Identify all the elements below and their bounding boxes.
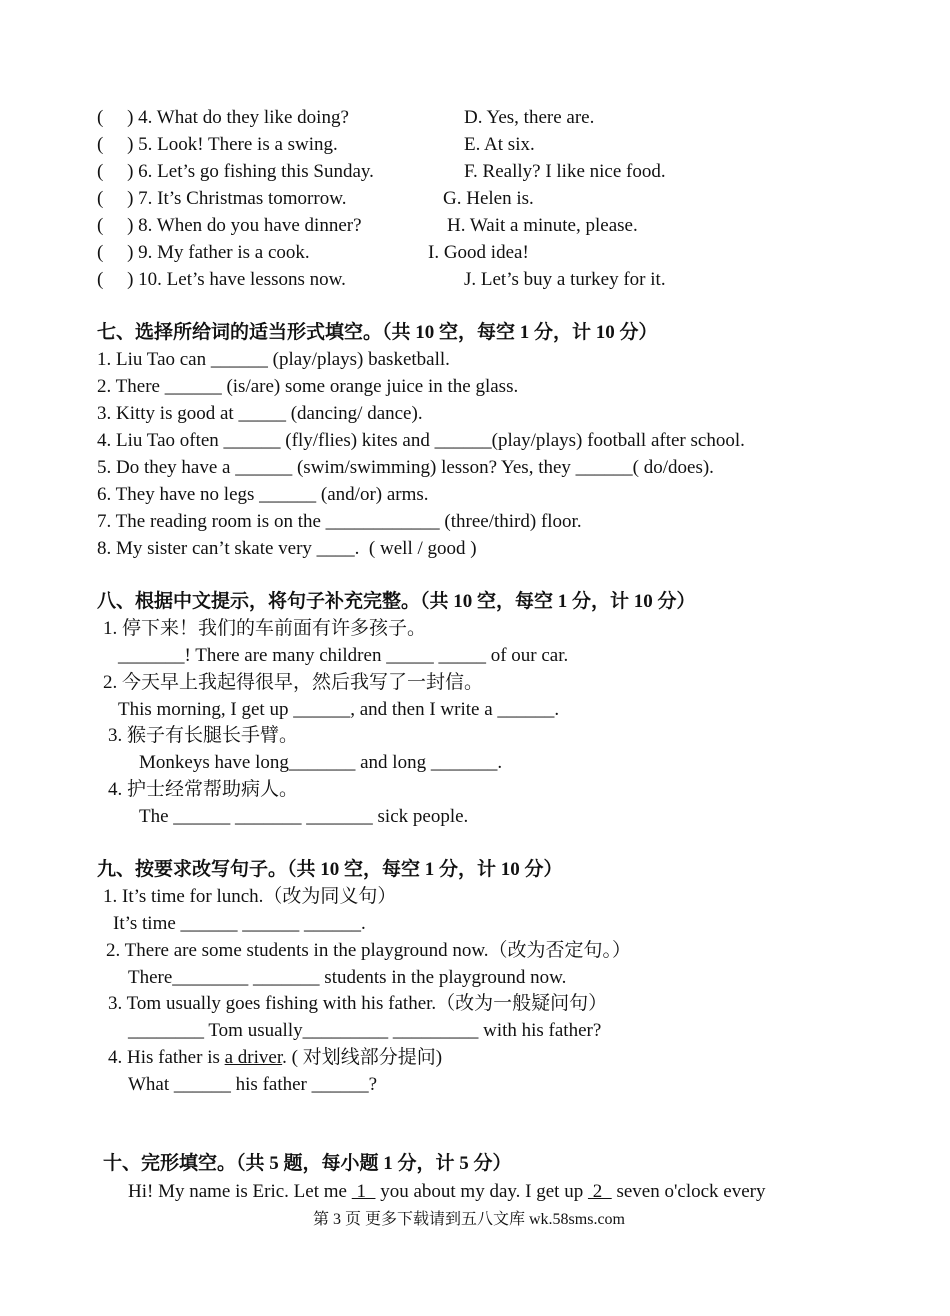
match-q9: ( ) 9. My father is a cook. (97, 242, 310, 263)
s9-line-6: ________ Tom usually_________ _________ with his father? (128, 1020, 602, 1041)
s8-line-5: 3. 猴子有长腿长手臂。 (108, 725, 299, 746)
s9-line-8: What ______ his father ______? (128, 1074, 378, 1095)
s7-line-4: 4. Liu Tao often ______ (fly/flies) kites and ______(play/plays) football after school. (97, 430, 745, 451)
s9-line-7 (108, 1046, 442, 1070)
section-8-heading: 八、根据中文提示，将句子补充完整。（共 10 空，每空 1 分，计 10 分） (97, 591, 696, 612)
s9-line-3: 2. There are some students in the playground now.（改为否定句。） (106, 940, 632, 961)
s10-text-b: you about my day. I get up (375, 1181, 588, 1202)
s8-line-4: This morning, I get up ______, and then I write a ______. (118, 699, 560, 720)
match-a-e: E. At six. (464, 134, 535, 155)
match-a-g: G. Helen is. (443, 188, 534, 209)
section-9-heading: 九、按要求改写句子。（共 10 空，每空 1 分，计 10 分） (97, 859, 563, 880)
s7-line-2: 2. There ______ (is/are) some orange juice in the glass. (97, 376, 519, 397)
match-a-h: H. Wait a minute, please. (447, 215, 638, 236)
s7-line-8: 8. My sister can’t skate very ____. ( well / good ) (97, 538, 477, 559)
s10-blank-1: 1 (351, 1181, 376, 1202)
match-a-i: I. Good idea! (428, 242, 529, 263)
s10-text-a: Hi! My name is Eric. Let me (128, 1181, 352, 1202)
s8-line-6: Monkeys have long_______ and long _______. (139, 752, 503, 773)
s8-line-8: The ______ _______ _______ sick people. (139, 806, 469, 827)
s10-passage-line (128, 1180, 765, 1204)
match-q6: ( ) 6. Let’s go fishing this Sunday. (97, 161, 374, 182)
s7-line-6: 6. They have no legs ______ (and/or) arms. (97, 484, 429, 505)
s9-q4-suffix: . ( 对划线部分提问) (282, 1047, 443, 1068)
match-q5: ( ) 5. Look! There is a swing. (97, 134, 338, 155)
match-a-j: J. Let’s buy a turkey for it. (464, 269, 666, 290)
s7-line-1: 1. Liu Tao can ______ (play/plays) basketball. (97, 349, 450, 370)
section-7-heading: 七、选择所给词的适当形式填空。（共 10 空，每空 1 分，计 10 分） (97, 322, 658, 343)
s8-line-7: 4. 护士经常帮助病人。 (108, 779, 299, 800)
s9-line-2: It’s time ______ ______ ______. (113, 913, 366, 934)
s9-line-4: There________ _______ students in the playground now. (128, 967, 567, 988)
s10-blank-2: 2 (587, 1181, 612, 1202)
s8-line-3: 2. 今天早上我起得很早，然后我写了一封信。 (103, 672, 484, 693)
match-a-d: D. Yes, there are. (464, 107, 595, 128)
page-footer: 第 3 页 更多下载请到五八文库 wk.58sms.com (313, 1211, 626, 1228)
s9-q4-prefix: 4. His father is (108, 1047, 225, 1068)
section-10-heading: 十、完形填空。（共 5 题，每小题 1 分，计 5 分） (103, 1153, 512, 1174)
s9-line-5: 3. Tom usually goes fishing with his father.（改为一般疑问句） (108, 993, 608, 1014)
match-a-f: F. Really? I like nice food. (464, 161, 666, 182)
s8-line-2: _______! There are many children _____ _____ of our car. (118, 645, 569, 666)
match-q8: ( ) 8. When do you have dinner? (97, 215, 362, 236)
s7-line-5: 5. Do they have a ______ (swim/swimming) lesson? Yes, they ______( do/does). (97, 457, 714, 478)
s9-q4-underlined: a driver (224, 1047, 283, 1068)
s10-text-c: seven o'clock every (611, 1181, 766, 1202)
match-q7: ( ) 7. It’s Christmas tomorrow. (97, 188, 347, 209)
s7-line-3: 3. Kitty is good at _____ (dancing/ dance). (97, 403, 423, 424)
s8-line-1: 1. 停下来！我们的车前面有许多孩子。 (103, 618, 427, 639)
match-q4: ( ) 4. What do they like doing? (97, 107, 349, 128)
s7-line-7: 7. The reading room is on the ____________ (three/third) floor. (97, 511, 582, 532)
match-q10: ( ) 10. Let’s have lessons now. (97, 269, 346, 290)
s9-line-1: 1. It’s time for lunch.（改为同义句） (103, 886, 397, 907)
